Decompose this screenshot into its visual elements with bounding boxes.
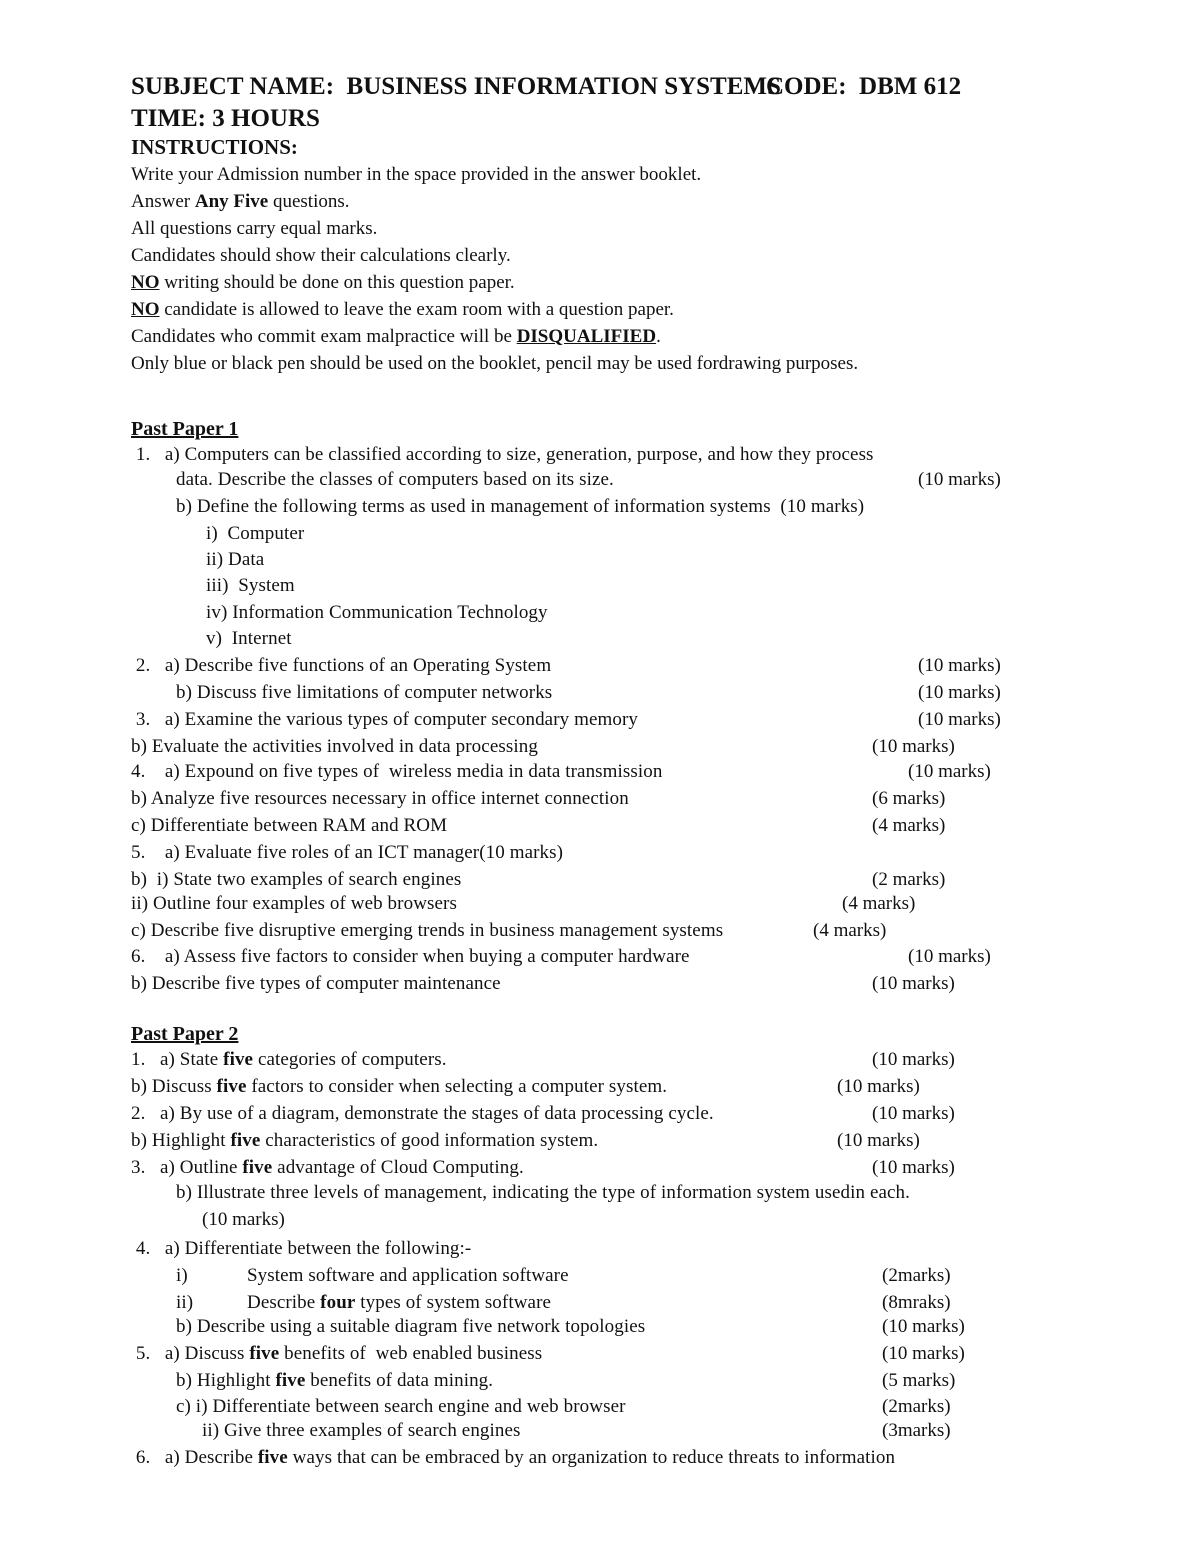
question-line: data. Describe the classes of computers based on its size. (176, 469, 614, 490)
question-line: 3. a) Examine the various types of computer secondary memory (131, 709, 639, 730)
subject-name: SUBJECT NAME: BUSINESS INFORMATION SYSTEMS (131, 73, 781, 100)
marks: (5 marks) (882, 1370, 956, 1391)
marks: (10 marks) (872, 736, 955, 757)
term-item: iii) System (206, 575, 295, 596)
marks: (10 marks) (908, 761, 991, 782)
question-line: b) Highlight five benefits of data mining. (176, 1370, 494, 1391)
question-line: b) Highlight five characteristics of good information system. (131, 1130, 599, 1151)
marks: (10 marks) (882, 1316, 965, 1337)
question-line: 1. a) State five categories of computers. (131, 1049, 447, 1070)
marks: (10 marks) (882, 1343, 965, 1364)
marks: (10 marks) (872, 1157, 955, 1178)
marks: (4 marks) (813, 920, 887, 941)
question-line: System software and application software (247, 1265, 569, 1286)
marks: (3marks) (882, 1420, 951, 1441)
marks: (8mraks) (882, 1292, 951, 1313)
question-line: 6. a) Describe five ways that can be embraced by an organization to reduce threats to information (131, 1447, 896, 1468)
term-item: i) Computer (206, 523, 305, 544)
marks: (2marks) (882, 1396, 951, 1417)
question-line: b) Evaluate the activities involved in data processing (131, 736, 538, 757)
question-line: c) Describe five disruptive emerging trends in business management systems (131, 920, 724, 941)
marks: (10 marks) (837, 1130, 920, 1151)
question-line: b) Define the following terms as used in management of information systems (10 marks) (176, 496, 865, 517)
exam-time: TIME: 3 HOURS (131, 105, 320, 132)
question-line: 6. a) Assess five factors to consider when buying a computer hardware (131, 946, 690, 967)
question-line: c) Differentiate between RAM and ROM (131, 815, 448, 836)
instruction-line: Candidates who commit exam malpractice will be DISQUALIFIED. (131, 326, 661, 347)
instruction-line: Answer Any Five questions. (131, 191, 350, 212)
question-line: 1. a) Computers can be classified according to size, generation, purpose, and how they process (131, 444, 874, 465)
question-line: b) Illustrate three levels of management, indicating the type of information system usedin each. (176, 1182, 911, 1203)
question-line: ii) Outline four examples of web browsers (131, 893, 457, 914)
instruction-line: NO candidate is allowed to leave the exam room with a question paper. (131, 299, 674, 320)
marks: (10 marks) (202, 1209, 285, 1230)
marks: (10 marks) (918, 709, 1001, 730)
marks: (2marks) (882, 1265, 951, 1286)
question-line: Describe four types of system software (247, 1292, 552, 1313)
marks: (10 marks) (837, 1076, 920, 1097)
marks: (10 marks) (872, 1103, 955, 1124)
marks: (10 marks) (872, 1049, 955, 1070)
question-line: b) Discuss five limitations of computer networks (176, 682, 553, 703)
term-item: v) Internet (206, 628, 292, 649)
instruction-line: Candidates should show their calculations clearly. (131, 245, 511, 266)
marks: (10 marks) (918, 655, 1001, 676)
question-line: c) i) Differentiate between search engine and web browser (176, 1396, 626, 1417)
term-item: iv) Information Communication Technology (206, 602, 548, 623)
sub-item-number: ii) (176, 1292, 194, 1313)
marks: (10 marks) (908, 946, 991, 967)
marks: (2 marks) (872, 869, 946, 890)
question-line: 4. a) Expound on five types of wireless media in data transmission (131, 761, 663, 782)
instruction-line: Only blue or black pen should be used on the booklet, pencil may be used fordrawing purposes. (131, 353, 859, 374)
instruction-line: All questions carry equal marks. (131, 218, 378, 239)
question-line: b) Describe using a suitable diagram five network topologies (176, 1316, 646, 1337)
marks: (6 marks) (872, 788, 946, 809)
instruction-line: NO writing should be done on this question paper. (131, 272, 515, 293)
question-line: 4. a) Differentiate between the following:- (131, 1238, 472, 1259)
question-line: ii) Give three examples of search engines (202, 1420, 521, 1441)
marks: (4 marks) (872, 815, 946, 836)
sub-item-number: i) (176, 1265, 188, 1286)
instructions-title: INSTRUCTIONS: (131, 135, 298, 159)
question-line: 2. a) By use of a diagram, demonstrate the stages of data processing cycle. (131, 1103, 714, 1124)
marks: (10 marks) (918, 469, 1001, 490)
question-line: b) Analyze five resources necessary in office internet connection (131, 788, 629, 809)
question-line: b) i) State two examples of search engines (131, 869, 462, 890)
question-line: b) Discuss five factors to consider when selecting a computer system. (131, 1076, 668, 1097)
question-line: 3. a) Outline five advantage of Cloud Computing. (131, 1157, 524, 1178)
term-item: ii) Data (206, 549, 265, 570)
instruction-line: Write your Admission number in the space provided in the answer booklet. (131, 164, 702, 185)
question-line: b) Describe five types of computer maintenance (131, 973, 501, 994)
question-line: 2. a) Describe five functions of an Operating System (131, 655, 552, 676)
question-line: 5. a) Evaluate five roles of an ICT manager(10 marks) (131, 842, 564, 863)
course-code: CODE: DBM 612 (766, 73, 962, 100)
marks: (10 marks) (918, 682, 1001, 703)
marks: (4 marks) (842, 893, 916, 914)
paper1-title: Past Paper 1 (131, 418, 239, 440)
question-line: 5. a) Discuss five benefits of web enabled business (131, 1343, 543, 1364)
paper2-title: Past Paper 2 (131, 1023, 239, 1045)
marks: (10 marks) (872, 973, 955, 994)
